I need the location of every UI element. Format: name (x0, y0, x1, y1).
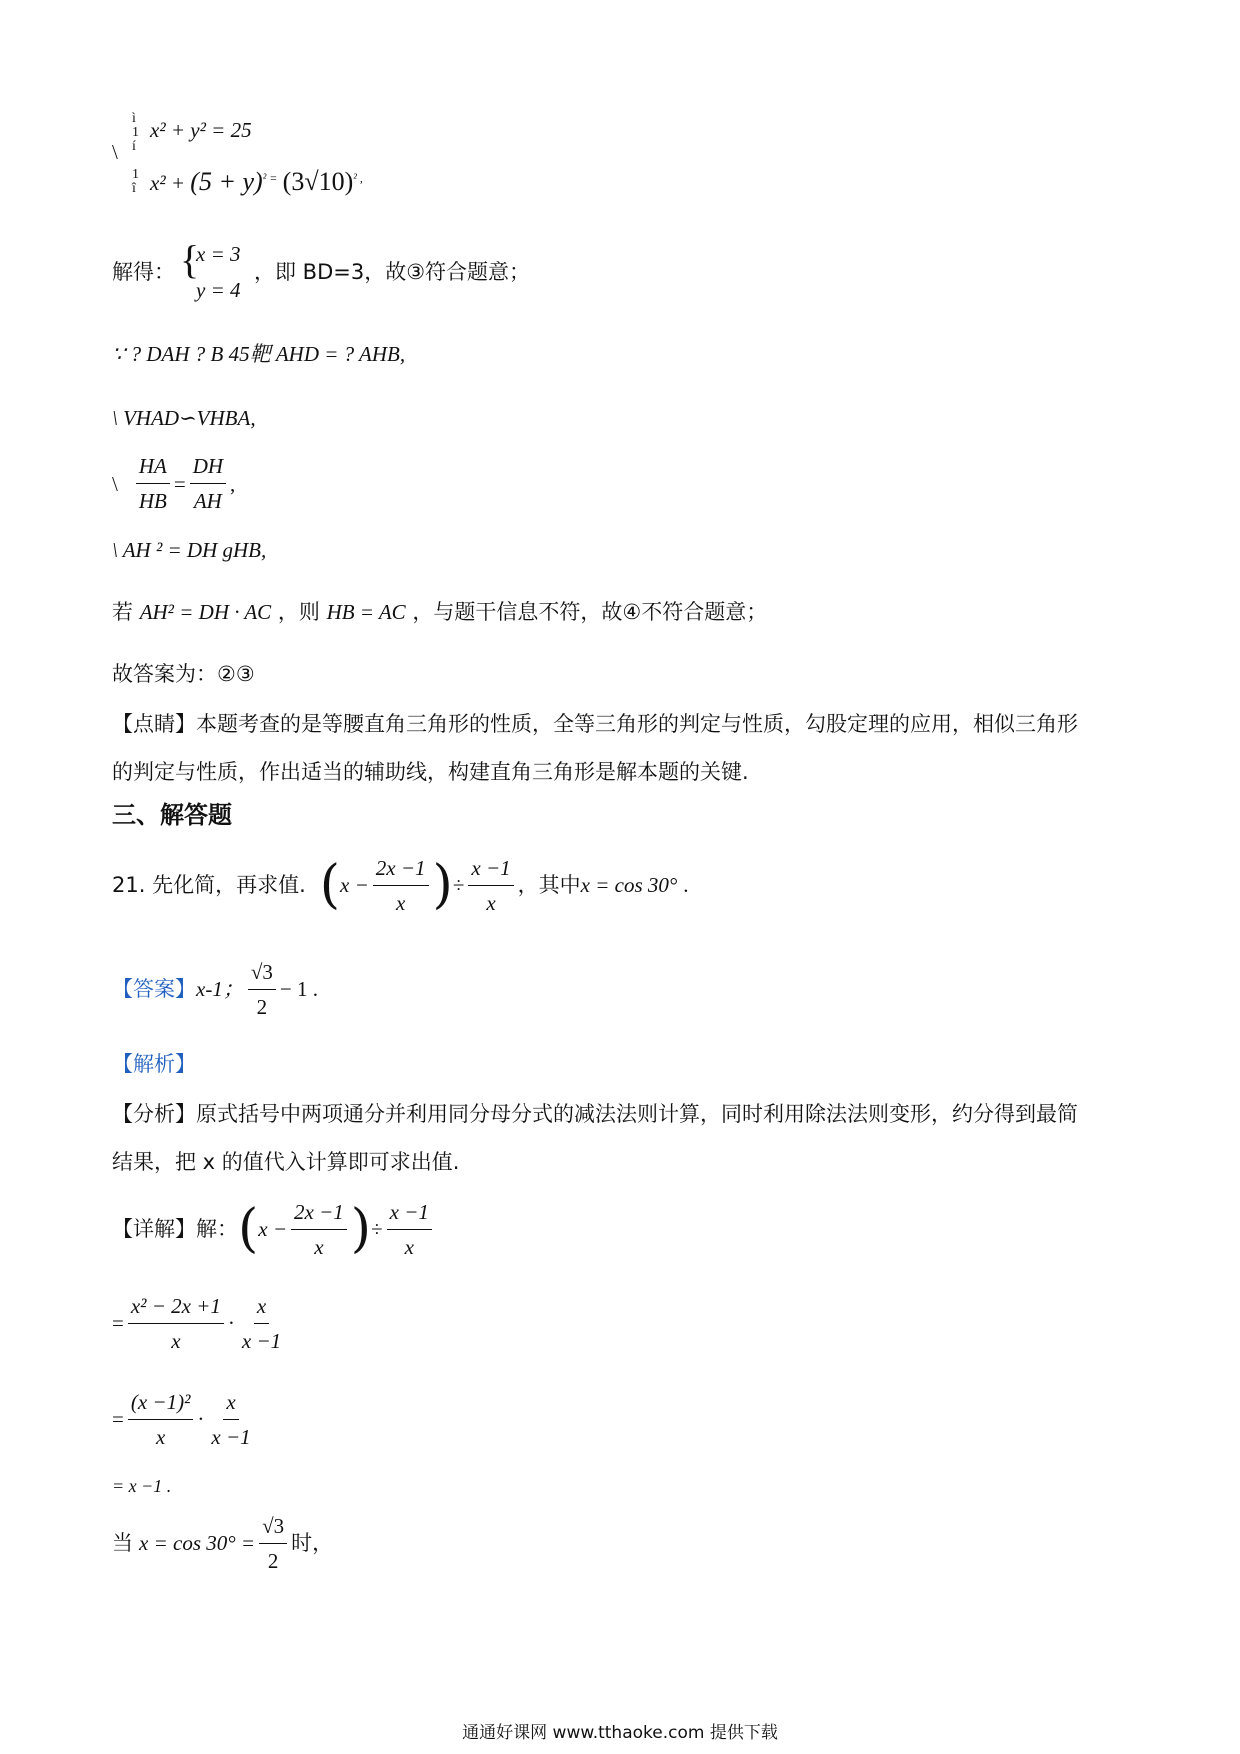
step-4: 当 x = cos 30° = $\frac{√3}{2}$ 时， (112, 1513, 334, 1573)
final-answer-line: 故答案为：②③ (112, 662, 255, 686)
answer-tag: 【答案】 (112, 977, 196, 1001)
step-1: = $\frac{\text{x² − 2x +1}}{x}$ · $\frac{x}{x -1}$ (112, 1293, 282, 1353)
system-eq2: $x^2 + (5 + y)^{^2 =}$ $(3√10)^{^2 ,}$ (150, 167, 363, 196)
answer-row: 【答案】 x-1； $\frac{√3}{2}$ − 1 . (112, 959, 318, 1019)
solve-y: y = 4 (196, 278, 241, 302)
comment-line-1: 【点睛】本题考查的是等腰直角三角形的性质，全等三角形的判定与性质，勾股定理的应用，相似三角形 (112, 712, 1078, 736)
solve-suffix: ，即 BD=3，故③符合题意； (254, 260, 531, 284)
step-2: = $\frac{\text{(x −1)²}}{x}$ · $\frac{x}{x -1}$ (112, 1389, 251, 1449)
analysis-line-1: 【分析】原式括号中两项通分并利用同分母分式的减法法则计算，同时利用除法法则变形，约分得到最简 (112, 1102, 1078, 1126)
system-lead: \ (112, 140, 118, 164)
page-footer: 通通好课网 www.tthaoke.com 提供下载 (462, 1723, 778, 1743)
solve-x: x = 3 (196, 242, 241, 266)
section-title: 三、解答题 (112, 801, 232, 829)
square-line: \ AH ² = DH gHB, (112, 538, 267, 562)
system-brace: ì 1 í 1 î (132, 111, 139, 196)
angle-line: ∵ ? DAH ? B 45靶 AHD = ? AHB, (112, 342, 406, 366)
solve-prefix: 解得： (112, 260, 175, 284)
if-line: 若 AH² = DH · AC ，则 HB = AC ，与题干信息不符，故④不符合题意； (112, 600, 768, 624)
analysis-line-2: 结果，把 x 的值代入计算即可求出值. (112, 1150, 460, 1174)
similar-line: \ VHAD∽VHBA, (112, 406, 256, 430)
step-3: = x −1 . (112, 1476, 172, 1496)
system-eq1: x² + y² = 25 (150, 118, 252, 142)
analysis-tag: 【解析】 (112, 1052, 196, 1076)
question-21: 21. 先化简，再求值. ( x − $\frac{2x -1}{x}$ ) ÷ $\frac{x -1}{x}$ ，其中 x = cos 30° . (112, 855, 689, 915)
detail-row: 【详解】解： ( x − $\frac{2x -1}{x}$ ) ÷ $\frac{x -1}{x}$ (112, 1196, 436, 1262)
ratio-line: \ $\frac{HA}{HB}$ = $\frac{DH}{AH}$ , (112, 454, 236, 513)
solve-brace: { (180, 237, 200, 282)
comment-line-2: 的判定与性质，作出适当的辅助线，构建直角三角形是解本题的关键. (112, 760, 749, 784)
